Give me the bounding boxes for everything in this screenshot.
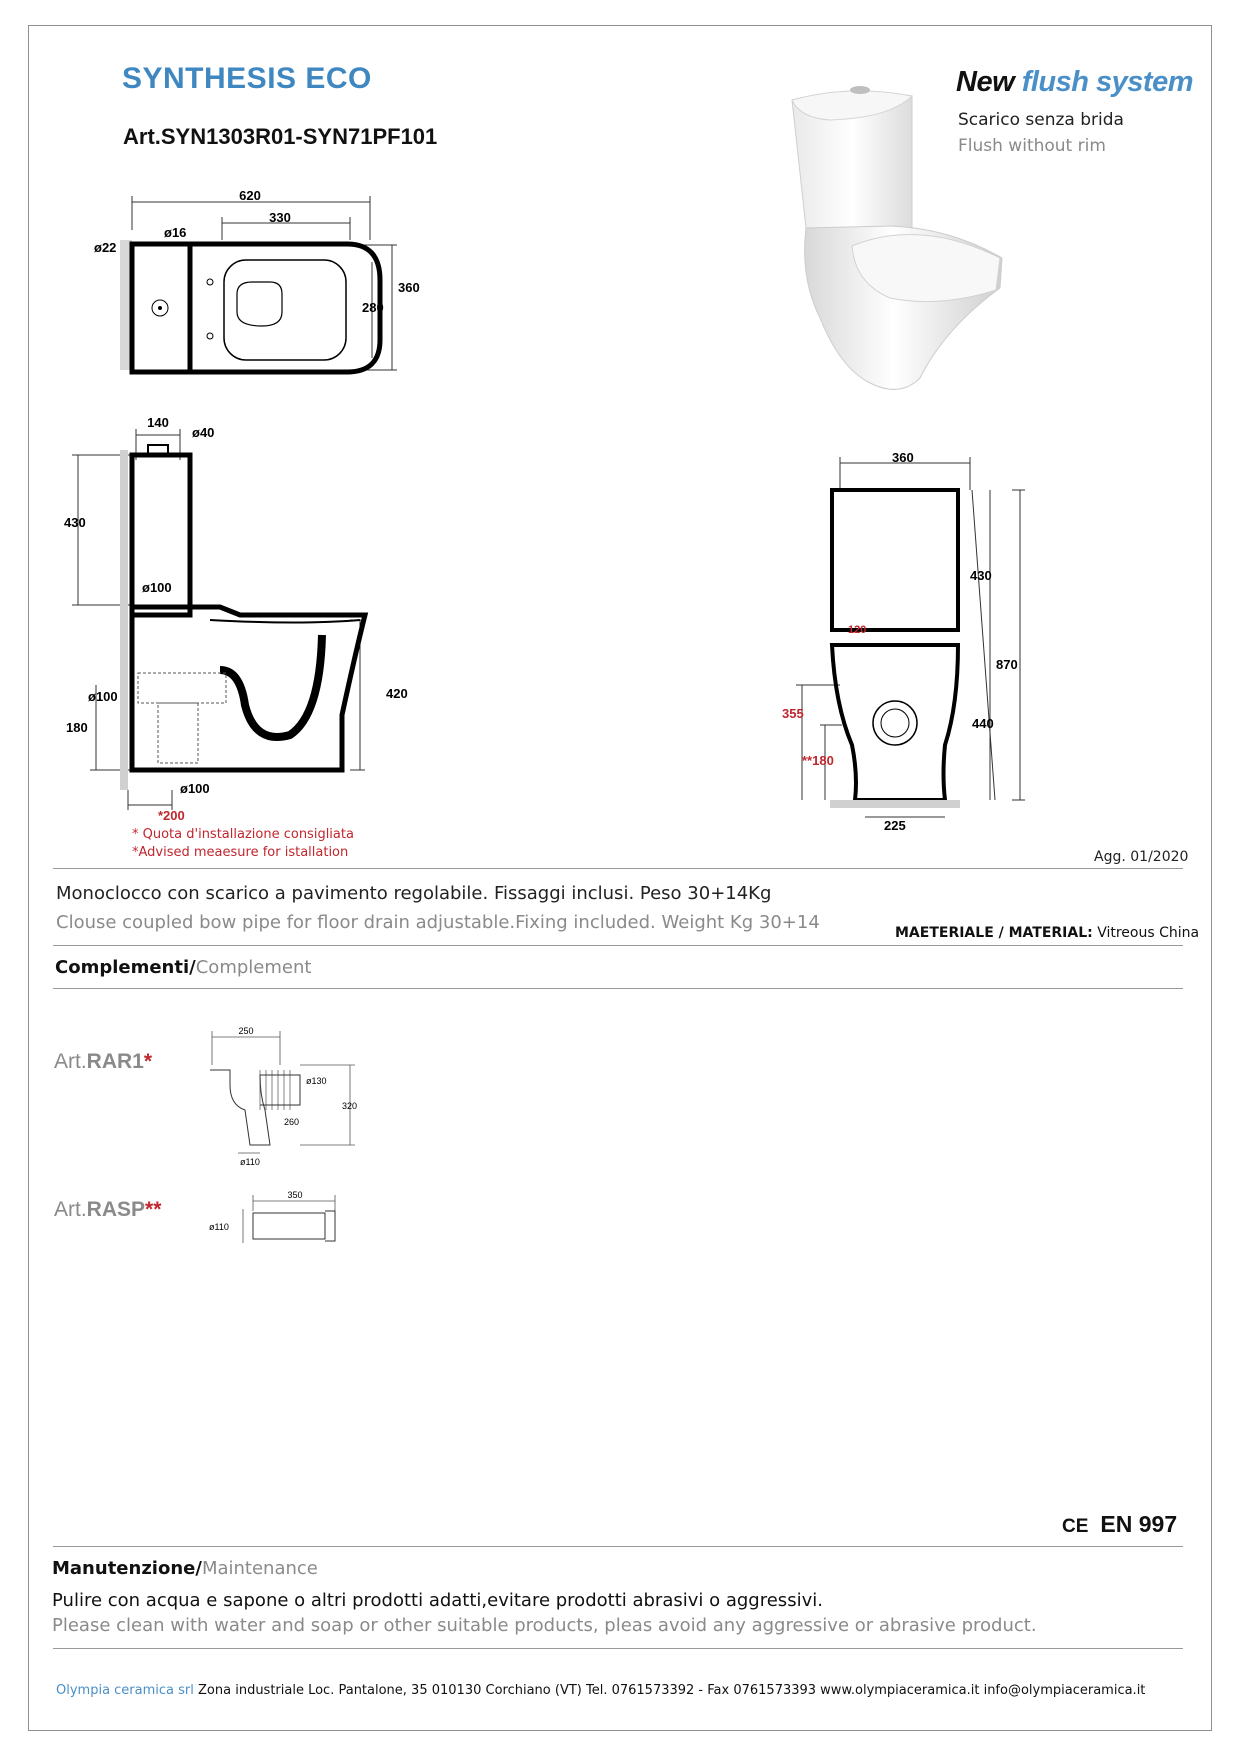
maintenance-label-it: Manutenzione/ bbox=[52, 1558, 202, 1579]
rasp-star: ** bbox=[145, 1198, 162, 1221]
rar1-star: * bbox=[143, 1050, 153, 1073]
rar1-drawing bbox=[200, 1025, 370, 1170]
subtitle-en: Flush without rim bbox=[958, 136, 1106, 156]
dim-120: 120 bbox=[848, 624, 867, 636]
product-photo bbox=[770, 78, 1030, 408]
dim-140: 140 bbox=[147, 415, 169, 430]
subtitle-it: Scarico senza brida bbox=[958, 110, 1124, 130]
rasp-dim-350: 350 bbox=[287, 1190, 303, 1200]
dim-430-front: 430 bbox=[970, 568, 992, 583]
ce-certification bbox=[1062, 1511, 1177, 1538]
rar1-dim-d130: ø130 bbox=[306, 1076, 327, 1086]
footer-company: Olympia ceramica srl bbox=[56, 1683, 194, 1698]
rasp-dim-d110: ø110 bbox=[209, 1222, 229, 1232]
rar1-dim-260: 260 bbox=[284, 1117, 300, 1127]
dim-180-front: **180 bbox=[802, 753, 834, 768]
dim-360: 360 bbox=[398, 280, 420, 295]
divider bbox=[53, 988, 1183, 989]
rasp-prefix: Art. bbox=[54, 1198, 87, 1221]
dim-420: 420 bbox=[386, 686, 408, 701]
dim-d16: ø16 bbox=[164, 225, 187, 240]
rar1-prefix: Art. bbox=[54, 1050, 87, 1073]
complements-label-en: Complement bbox=[195, 957, 312, 978]
dim-355: 355 bbox=[782, 706, 804, 721]
divider bbox=[53, 868, 1183, 869]
maintenance-heading bbox=[52, 1558, 318, 1579]
dim-180: 180 bbox=[66, 720, 88, 735]
rasp-drawing bbox=[205, 1185, 355, 1245]
description-en: Clouse coupled bow pipe for floor drain adjustable.Fixing included. Weight Kg 30+14 bbox=[56, 912, 820, 933]
description-it: Monoclocco con scarico a pavimento regolabile. Fissaggi inclusi. Peso 30+14Kg bbox=[56, 883, 772, 904]
dim-430: 430 bbox=[64, 515, 86, 530]
footer-address: Zona industriale Loc. Pantalone, 35 010130 Corchiano (VT) Tel. 0761573392 - Fax 0761573393 www.olympiaceramica.it info@olympiaceramica.it bbox=[198, 1683, 1146, 1698]
complement-rasp bbox=[54, 1198, 161, 1222]
side-view-drawing bbox=[60, 415, 440, 835]
complement-rar1 bbox=[54, 1050, 152, 1074]
dim-870: 870 bbox=[996, 657, 1018, 672]
divider bbox=[53, 1648, 1183, 1649]
dim-620: 620 bbox=[239, 190, 261, 203]
maintenance-en: Please clean with water and soap or other suitable products, pleas avoid any aggressive or abrasive product. bbox=[52, 1615, 1037, 1636]
dim-360-front: 360 bbox=[892, 450, 914, 465]
ce-mark: CE bbox=[1062, 1516, 1089, 1537]
footer bbox=[56, 1683, 1145, 1698]
dim-200: *200 bbox=[158, 808, 185, 823]
dim-d40: ø40 bbox=[192, 425, 215, 440]
rar1-dim-250: 250 bbox=[238, 1026, 254, 1036]
material-label: MAETERIALE / MATERIAL: bbox=[895, 925, 1093, 941]
dim-225: 225 bbox=[884, 818, 906, 833]
article-code: Art.SYN1303R01-SYN71PF101 bbox=[123, 124, 438, 149]
complements-heading bbox=[55, 957, 311, 978]
material bbox=[895, 925, 1199, 941]
dim-d100-bottom: ø100 bbox=[180, 781, 210, 796]
divider bbox=[53, 945, 1183, 946]
flush-system-word: flush system bbox=[1021, 66, 1193, 98]
rar1-code: RAR1 bbox=[86, 1050, 144, 1073]
dim-d100-top: ø100 bbox=[142, 580, 172, 595]
en-norm: EN 997 bbox=[1100, 1511, 1178, 1537]
dim-280: 280 bbox=[362, 300, 384, 315]
dim-d100-left: ø100 bbox=[88, 689, 118, 704]
rasp-code: RASP bbox=[86, 1198, 146, 1221]
dim-d22: ø22 bbox=[94, 240, 117, 255]
top-view-drawing bbox=[92, 190, 432, 390]
complements-label-it: Complementi/ bbox=[55, 957, 196, 978]
new-word: New bbox=[956, 66, 1015, 98]
update-date: Agg. 01/2020 bbox=[1094, 849, 1189, 865]
product-title: SYNTHESIS ECO bbox=[122, 62, 372, 95]
divider bbox=[53, 1546, 1183, 1547]
rar1-dim-d110: ø110 bbox=[240, 1157, 260, 1167]
front-view-drawing bbox=[780, 445, 1040, 840]
material-value: Vitreous China bbox=[1097, 925, 1200, 941]
dim-330: 330 bbox=[269, 210, 291, 225]
install-note-en: *Advised meaesure for istallation bbox=[132, 845, 349, 860]
maintenance-it: Pulire con acqua e sapone o altri prodotti adatti,evitare prodotti abrasivi o aggressivi. bbox=[52, 1590, 823, 1611]
rar1-dim-320: 320 bbox=[342, 1101, 358, 1111]
install-note-it: * Quota d'installazione consigliata bbox=[132, 827, 354, 842]
dim-440: 440 bbox=[972, 716, 994, 731]
maintenance-label-en: Maintenance bbox=[201, 1558, 318, 1579]
